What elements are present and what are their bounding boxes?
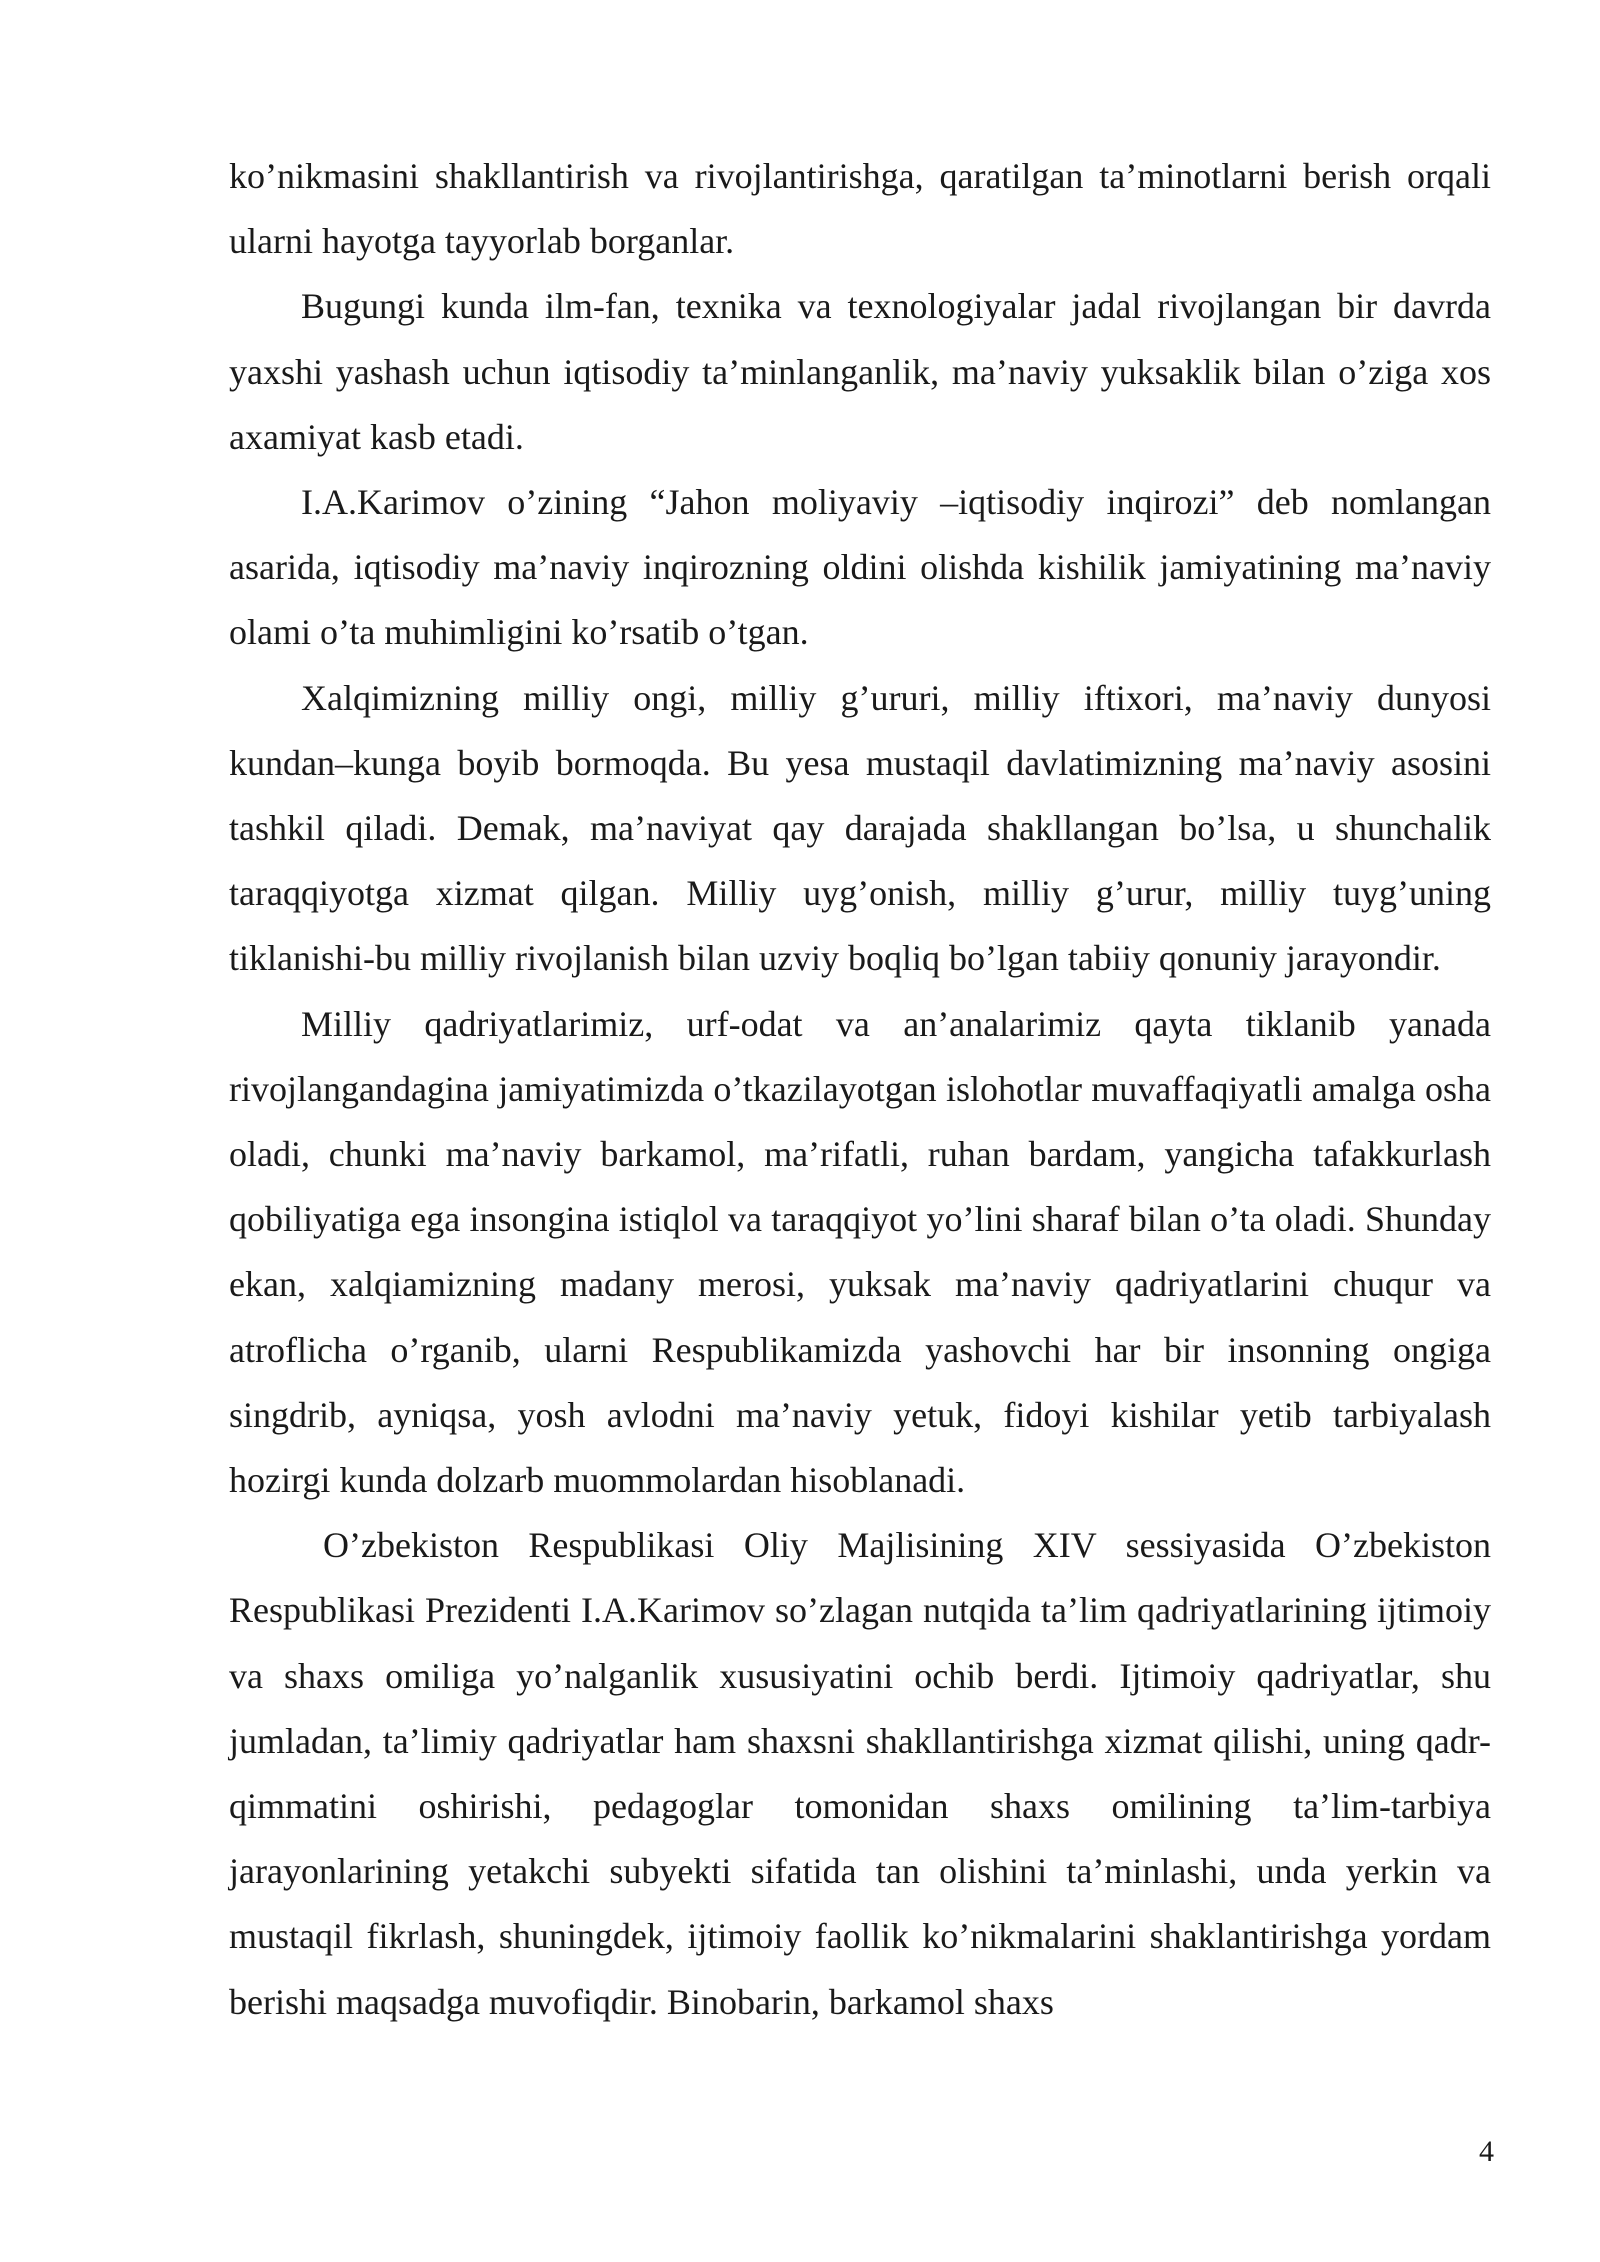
- paragraph-national-values: Milliy qadriyatlarimiz, urf-odat va an’analarimiz qayta tiklanib yanada rivojlangandagina jamiyatimizda o’tkazilayotgan islohotlar muvaffaqiyatli amalga osha oladi, chunki ma’naviy barkamol, ma’rifatli, ruhan bardam, yangicha tafakkurlash qobiliyatiga ega insongina istiqlol va taraqqiyot yo’lini sharaf bilan o’ta oladi. Shunday ekan, xalqiamizning madany merosi, yuksak ma’naviy qadriyatlarini chuqur va atroflicha o’rganib, ularni Respublikamizda yashovchi har bir insonning ongiga singdrib, ayniqsa, yosh avlodni ma’naviy yetuk, fidoyi kishilar yetib tarbiyalash hozirgi kunda dolzarb muommolardan hisoblanadi.: [229, 1003, 1491, 1501]
- paragraph-oliy-majlis: O’zbekiston Respublikasi Oliy Majlisining XIV sessiyasida O’zbekiston Respublikasi Prezidenti I.A.Karimov so’zlagan nutqida ta’lim qadriyatlarining ijtimoiy va shaxs omiliga yo’nalganlik xususiyatini ochib berdi. Ijtimoiy qadriyatlar, shu jumladan, ta’limiy qadriyatlar ham shaxsni shakllantirishga xizmat qilishi, uning qadr-qimmatini oshirishi, pedagoglar tomonidan shaxs omilining ta’lim-tarbiya jarayonlarining yetakchi subyekti sifatida tan olishini ta’minlashi, unda yerkin va mustaqil fikrlash, shuningdek, ijtimoiy faollik ko’nikmalarini shaklantirishga yordam berishi maqsadga muvofiqdir. Binobarin, barkamol shaxs: [229, 1525, 1491, 2022]
- paragraph-science-technology: Bugungi kunda ilm-fan, texnika va texnologiyalar jadal rivojlangan bir davrda yaxshi yashash uchun iqtisodiy ta’minlanganlik, ma’naviy yuksaklik bilan o’ziga xos axamiyat kasb etadi.: [229, 286, 1491, 457]
- paragraph-national-consciousness: Xalqimizning milliy ongi, milliy g’ururi, milliy iftixori, ma’naviy dunyosi kundan–kunga boyib bormoqda. Bu yesa mustaqil davlatimizning ma’naviy asosini tashkil qiladi. Demak, ma’naviyat qay darajada shakllangan bo’lsa, u shunchalik taraqqiyotga xizmat qilgan. Milliy uyg’onish, milliy g’urur, milliy tuyg’uning tiklanishi-bu milliy rivojlanish bilan uzviy boqliq bo’lgan tabiiy qonuniy jarayondir.: [229, 677, 1491, 979]
- page-number: 4: [1479, 2135, 1494, 2168]
- body-text: [229, 144, 1491, 2035]
- paragraph-karimov-crisis: I.A.Karimov o’zining “Jahon moliyaviy –iqtisodiy inqirozi” deb nomlangan asarida, iqtisodiy ma’naviy inqirozning oldini olishda kishilik jamiyatining ma’naviy olami o’ta muhimligini ko’rsatib o’tgan.: [229, 482, 1491, 653]
- paragraph-continuation: ko’nikmasini shakllantirish va rivojlantirishga, qaratilgan ta’minotlarni berish orqali ularni hayotga tayyorlab borganlar.: [229, 156, 1491, 262]
